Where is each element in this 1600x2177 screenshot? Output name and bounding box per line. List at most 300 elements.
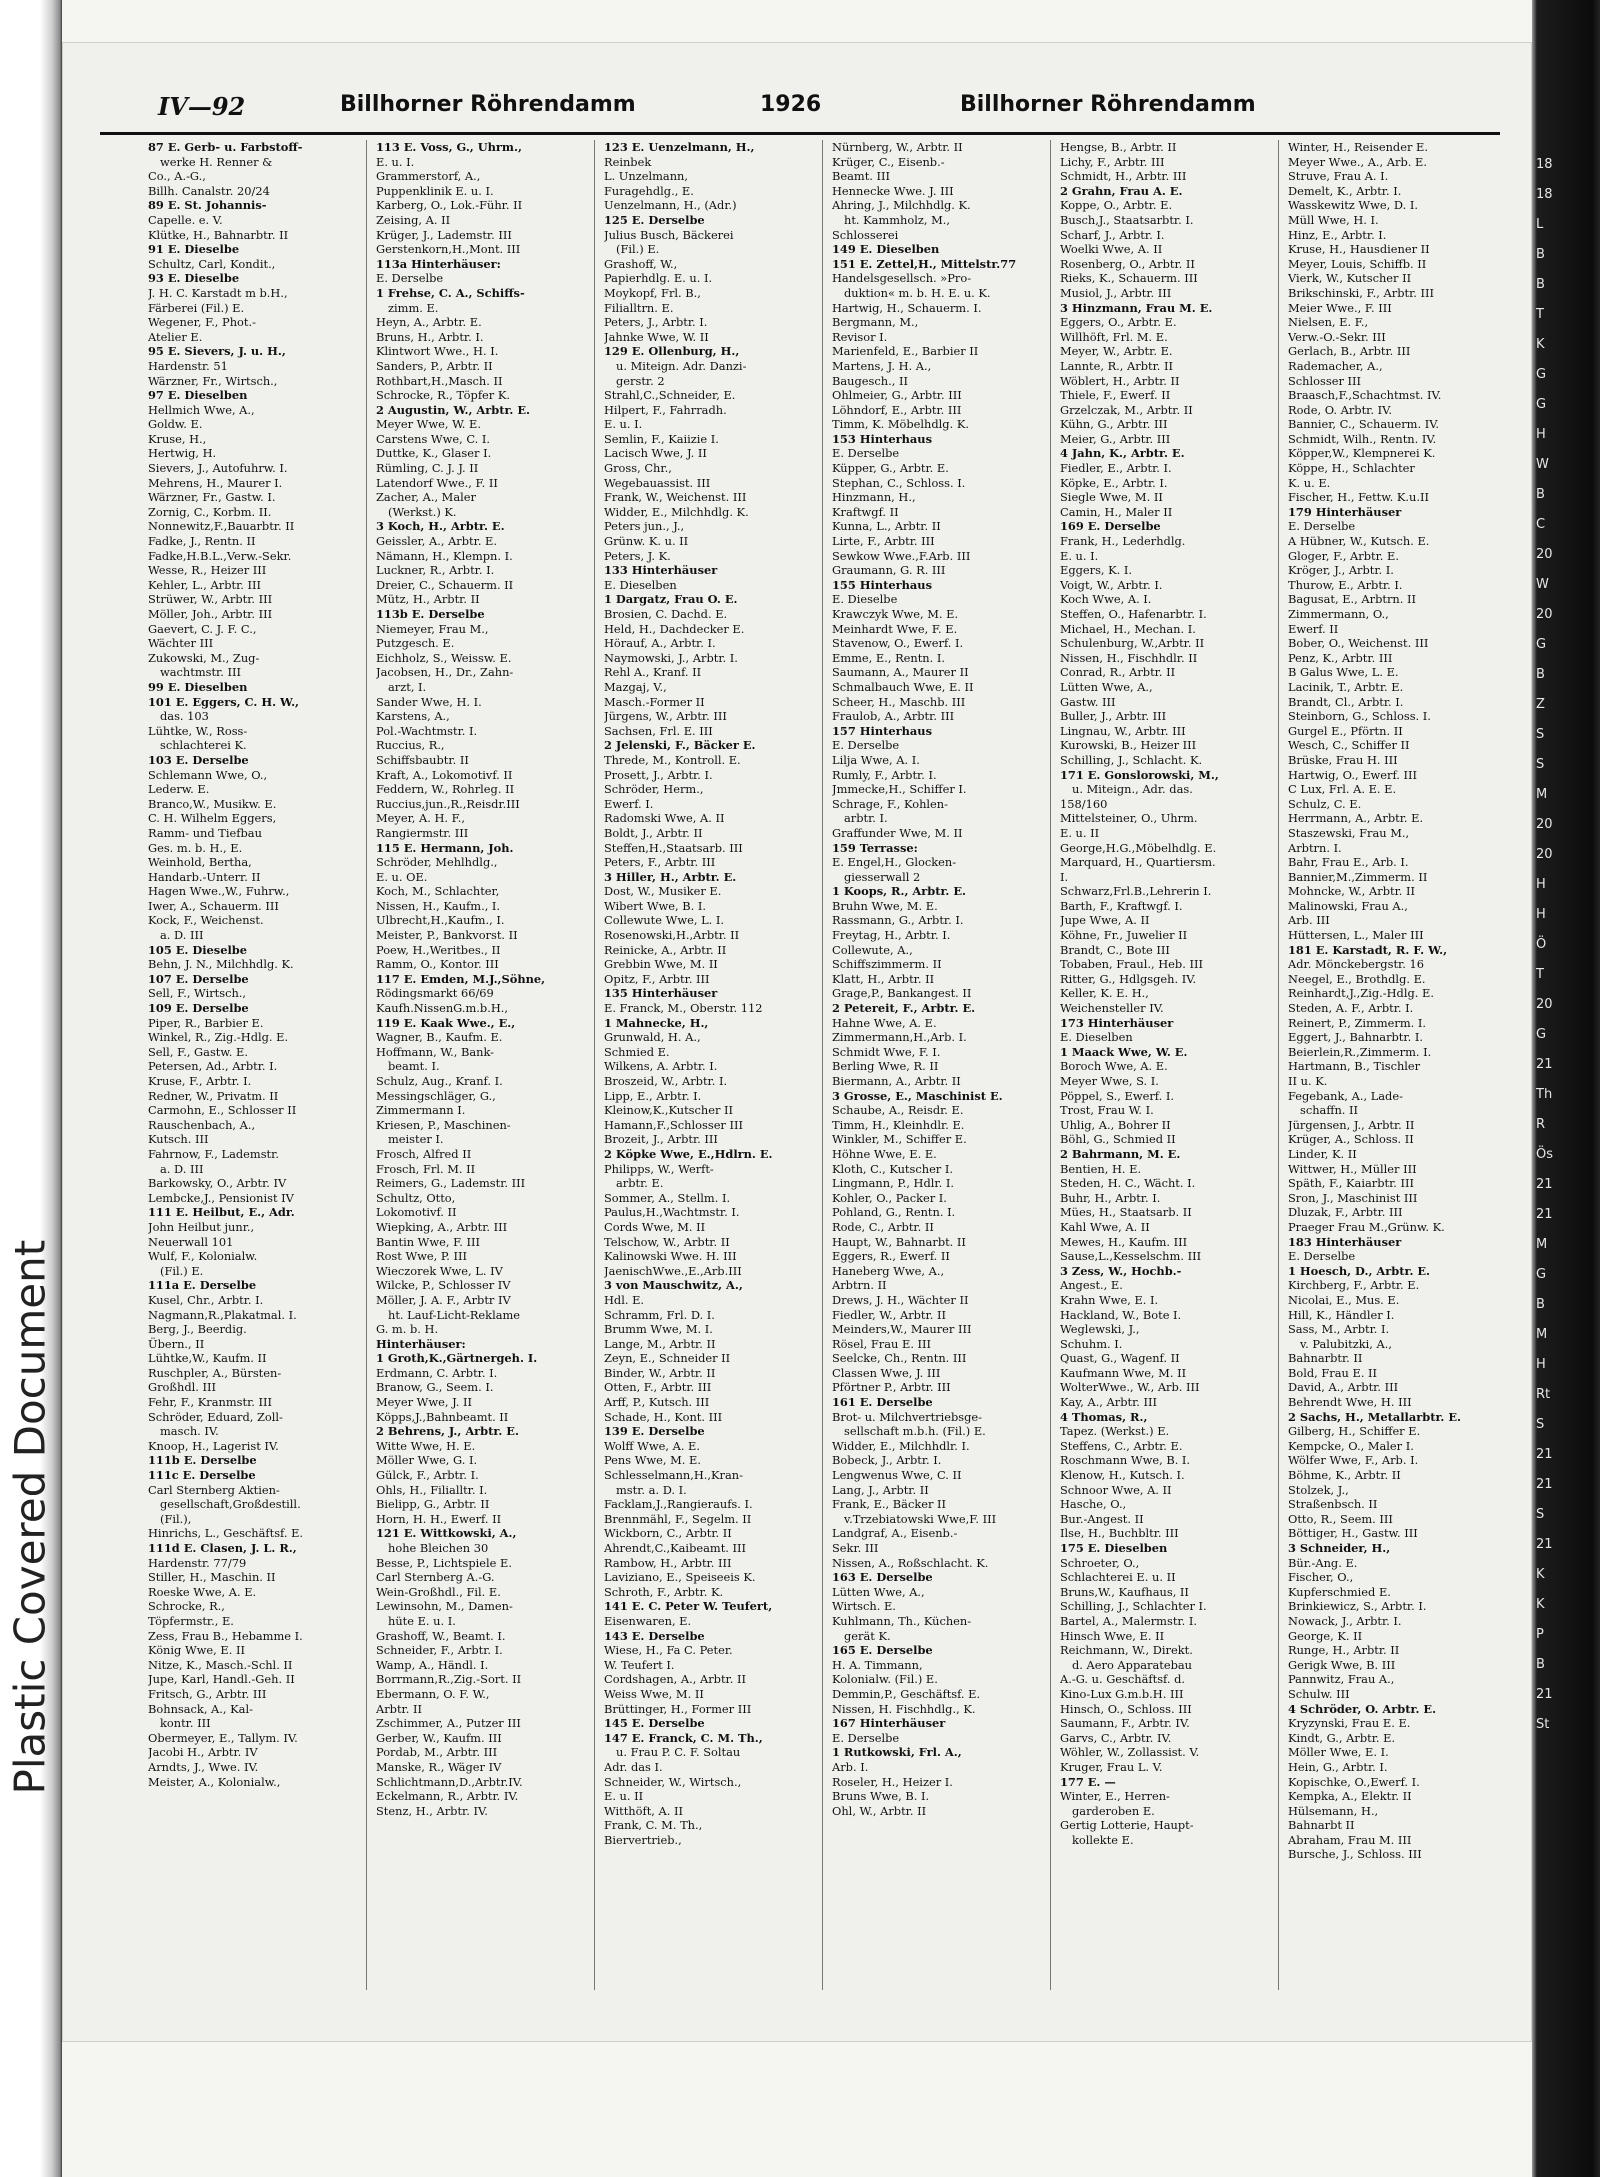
directory-entry-line: Meinhardt Wwe, F. E. xyxy=(832,621,958,636)
directory-entry-line: Kindt, G., Arbtr. E. xyxy=(1288,1730,1396,1745)
directory-entry-line: Wirtsch. E. xyxy=(832,1599,896,1614)
directory-entry-line: Goldw. E. xyxy=(148,417,203,432)
directory-entry-line: Freytag, H., Arbtr. I. xyxy=(832,928,951,943)
directory-entry-line: Mewes, H., Kaufm. III xyxy=(1060,1234,1188,1249)
directory-entry-line: C Lux, Frl. A. E. E. xyxy=(1288,782,1397,797)
directory-entry-line: Willhöft, Frl. M. E. xyxy=(1060,329,1168,344)
directory-entry-line: Uhlig, A., Bohrer II xyxy=(1060,1117,1171,1132)
directory-entry-line: Mües, H., Staatsarb. II xyxy=(1060,1205,1192,1220)
directory-entry-line: Peters, J. K. xyxy=(604,548,671,563)
directory-entry-line: Jupe Wwe, A. II xyxy=(1060,913,1150,928)
directory-entry-line: Hartmann, B., Tischler xyxy=(1288,1059,1421,1074)
directory-entry-line: Hackland, W., Bote I. xyxy=(1060,1307,1182,1322)
directory-entry-line: Hinzmann, H., xyxy=(832,490,916,505)
directory-entry-line: 4 Jahn, K., Arbtr. E. xyxy=(1060,446,1185,461)
directory-entry-line: Fiedler, W., Arbtr. II xyxy=(832,1307,946,1322)
directory-entry-line: 171 E. Gonslorowski, M., xyxy=(1060,767,1219,782)
directory-entry-line: A.-G. u. Geschäftsf. d. xyxy=(1060,1672,1186,1687)
directory-entry-line: Semlin, F., Kaiizie I. xyxy=(604,431,719,446)
directory-entry-line: Marquard, H., Quartiersm. xyxy=(1060,855,1216,870)
directory-entry-line: Hinterhäuser: xyxy=(376,1336,466,1351)
directory-entry-line: duktion« m. b. H. E. u. K. xyxy=(844,285,991,300)
directory-entry-line: E. u. I. xyxy=(376,154,415,169)
directory-entry-line: Garvs, C., Arbtr. IV. xyxy=(1060,1730,1172,1745)
directory-entry-line: Nissen, H. Fischhdlg., K. xyxy=(832,1701,976,1716)
directory-entry-line: Ramm, O., Kontor. III xyxy=(376,957,499,972)
directory-entry-line: Fehr, F., Kranmstr. III xyxy=(148,1395,273,1410)
directory-entry-line: das. 103 xyxy=(160,709,209,724)
directory-entry-line: Kehler, L., Arbtr. III xyxy=(148,577,261,592)
directory-entry-line: E. Derselbe xyxy=(1288,519,1356,534)
directory-entry-line: Peters, J., Arbtr. I. xyxy=(604,315,708,330)
directory-entry-line: Schnoor Wwe, A. II xyxy=(1060,1482,1172,1497)
directory-entry-line: Nämann, H., Klempn. I. xyxy=(376,548,513,563)
directory-entry-line: Lilja Wwe, A. I. xyxy=(832,752,920,767)
directory-entry-line: Ruschpler, A., Bürsten- xyxy=(148,1365,282,1380)
adjacent-page-text: B xyxy=(1536,667,1545,682)
directory-entry-line: 163 E. Derselbe xyxy=(832,1570,933,1585)
directory-entry-line: Bagusat, E., Arbtrn. II xyxy=(1288,592,1416,607)
directory-entry-line: Schulz, Aug., Kranf. I. xyxy=(376,1074,503,1088)
directory-entry-line: Fegebank, A., Lade- xyxy=(1288,1088,1403,1103)
directory-entry-line: Übern., II xyxy=(148,1336,205,1351)
directory-entry-line: Barth, F., Kraftwgf. I. xyxy=(1060,898,1183,913)
street-title-right: Billhorner Röhrendamm xyxy=(960,92,1256,117)
directory-entry-line: Brozeit, J., Arbtr. III xyxy=(604,1132,718,1147)
directory-entry-line: Tapez. (Werkst.) E. xyxy=(1060,1424,1170,1439)
directory-entry-line: hüte E. u. I. xyxy=(388,1613,456,1628)
directory-entry-line: E. u. I. xyxy=(1060,548,1099,563)
directory-entry-line: Kopischke, O.,Ewerf. I. xyxy=(1288,1774,1420,1789)
directory-entry-line: Kutsch. III xyxy=(148,1132,209,1147)
directory-entry-line: Hüttersen, L., Maler III xyxy=(1288,928,1424,943)
directory-entry-line: Quast, G., Wagenf. II xyxy=(1060,1351,1180,1366)
directory-entry-line: 117 E. Emden, M.J.,Söhne, xyxy=(376,971,546,986)
directory-entry-line: Eisenwaren, E. xyxy=(604,1613,692,1628)
directory-entry-line: Schroeter, O., xyxy=(1060,1555,1140,1570)
directory-entry-line: Carmohn, E., Schlosser II xyxy=(148,1103,297,1118)
directory-entry-line: 159 Terrasse: xyxy=(832,840,918,855)
directory-entry-line: zimm. E. xyxy=(388,300,439,315)
directory-entry-line: Stiller, H., Maschin. II xyxy=(148,1570,276,1585)
directory-entry-line: 111 E. Heilbut, E., Adr. xyxy=(148,1205,295,1220)
directory-entry-line: Frosch, Frl. M. II xyxy=(376,1161,476,1176)
directory-entry-line: Besse, P., Lichtspiele E. xyxy=(376,1555,512,1570)
directory-entry-line: Bantin Wwe, F. III xyxy=(376,1234,480,1249)
directory-entry-line: Wärzner, Fr., Wirtsch., xyxy=(148,373,278,388)
directory-entry-line: C. H. Wilhelm Eggers, xyxy=(148,811,277,826)
directory-entry-line: Arbtrn. II xyxy=(832,1278,887,1293)
directory-entry-line: Bergmann, M., xyxy=(832,315,919,330)
directory-entry-line: Lannte, R., Arbtr. II xyxy=(1060,358,1173,373)
directory-entry-line: Kühn, G., Arbtr. III xyxy=(1060,417,1168,432)
directory-entry-line: Geissler, A., Arbtr. E. xyxy=(376,534,497,549)
directory-entry-line: K. u. E. xyxy=(1288,475,1331,490)
directory-entry-line: Brinkiewicz, S., Arbtr. I. xyxy=(1288,1599,1427,1614)
directory-entry-line: Rambow, H., Arbtr. III xyxy=(604,1555,732,1570)
directory-entry-line: Meier Wwe., F. III xyxy=(1288,300,1392,315)
adjacent-page-text: S xyxy=(1536,727,1545,742)
directory-entry-line: Kraftwgf. II xyxy=(832,504,899,519)
directory-entry-line: Eggert, J., Bahnarbtr. I. xyxy=(1288,1030,1423,1045)
directory-entry-line: kollekte E. xyxy=(1072,1832,1134,1847)
directory-entry-line: Mohncke, W., Arbtr. II xyxy=(1288,884,1416,899)
adjacent-page-text: S xyxy=(1536,1507,1545,1522)
directory-entry-line: Arff, P., Kutsch. III xyxy=(604,1395,710,1410)
directory-entry-line: Branow, G., Seem. I. xyxy=(376,1380,494,1395)
directory-entry-line: Wölfer Wwe, F., Arb. I. xyxy=(1288,1453,1419,1468)
directory-entry-line: Klintwort Wwe., H. I. xyxy=(376,344,499,359)
directory-entry-line: Bold, Frau E. II xyxy=(1288,1365,1378,1380)
directory-entry-line: Meister, A., Kolonialw., xyxy=(148,1774,281,1789)
directory-entry-line: Köhne, Fr., Juwelier II xyxy=(1060,928,1188,943)
directory-entry-line: Abraham, Frau M. III xyxy=(1288,1832,1412,1847)
directory-entry-line: E. Franck, M., Oberstr. 112 xyxy=(604,1001,763,1016)
directory-entry-line: E. Derselbe xyxy=(832,446,900,461)
directory-entry-line: Herrmann, A., Arbtr. E. xyxy=(1288,811,1424,826)
directory-entry-line: Fiedler, E., Arbtr. I. xyxy=(1060,461,1172,476)
directory-entry-line: Kriesen, P., Maschinen- xyxy=(376,1117,511,1132)
directory-entry-line: 2 Bahrmann, M. E. xyxy=(1060,1146,1181,1161)
adjacent-page-text: 21 xyxy=(1536,1447,1553,1462)
directory-entry-line: Peters, F., Arbtr. III xyxy=(604,855,716,870)
directory-entry-line: 89 E. St. Johannis- xyxy=(148,198,267,213)
directory-entry-line: Klenow, H., Kutsch. I. xyxy=(1060,1468,1185,1483)
directory-entry-line: Timm, H., Kleinhdlr. E. xyxy=(832,1117,965,1132)
directory-entry-line: sellschaft m.b.h. (Fil.) E. xyxy=(844,1424,986,1439)
directory-entry-line: (Fil.) E. xyxy=(160,1263,204,1278)
directory-entry-line: Brumm Wwe, M. I. xyxy=(604,1322,713,1337)
street-title-left: Billhorner Röhrendamm xyxy=(340,92,636,117)
directory-entry-line: 133 Hinterhäuser xyxy=(604,563,718,578)
directory-entry-line: 107 E. Derselbe xyxy=(148,971,249,986)
directory-entry-line: Nonnewitz,F.,Bauarbtr. II xyxy=(148,519,295,534)
directory-entry-line: Bursche, J., Schloss. III xyxy=(1288,1847,1422,1862)
adjacent-page-text: G xyxy=(1536,1027,1547,1042)
directory-entry-line: Emme, E., Rentn. I. xyxy=(832,650,946,665)
directory-entry-line: Otto, R., Seem. III xyxy=(1288,1511,1393,1526)
directory-entry-line: Arndts, J., Wwe. IV. xyxy=(148,1759,259,1774)
directory-entry-line: Kempka, A., Elektr. II xyxy=(1288,1789,1412,1804)
directory-entry-line: Arb. III xyxy=(1288,913,1330,928)
directory-entry-line: Steffen,H.,Staatsarb. III xyxy=(604,840,743,855)
directory-entry-line: Gaevert, C. J. F. C., xyxy=(148,621,257,636)
directory-entry-line: Hinsch Wwe, E. II xyxy=(1060,1628,1165,1643)
directory-entry-line: Straßenbsch. II xyxy=(1288,1497,1378,1512)
directory-entry-line: Ulbrecht,H.,Kaufm., I. xyxy=(376,913,505,928)
directory-entry-line: Puppenklinik E. u. I. xyxy=(376,183,494,198)
directory-entry-line: Luckner, R., Arbtr. I. xyxy=(376,563,495,578)
directory-entry-line: Zschimmer, A., Putzer III xyxy=(376,1716,521,1731)
directory-entry-line: Bielipp, G., Arbtr. II xyxy=(376,1497,490,1512)
directory-entry-line: 3 Schneider, H., xyxy=(1288,1541,1391,1555)
directory-entry-line: Erdmann, C. Arbtr. I. xyxy=(376,1365,498,1380)
directory-entry-line: Nagmann,R.,Plakatmal. I. xyxy=(148,1307,297,1322)
directory-entry-line: Wamp, A., Händl. I. xyxy=(376,1657,489,1672)
directory-entry-line: Lokomotivf. II xyxy=(376,1205,457,1220)
directory-entry-line: Hülsemann, H., xyxy=(1288,1803,1379,1818)
directory-entry-line: 111c E. Derselbe xyxy=(148,1468,256,1483)
directory-entry-line: Dluzak, F., Arbtr. III xyxy=(1288,1205,1403,1220)
directory-entry-line: Wegener, F., Phot.- xyxy=(148,315,256,330)
adjacent-page-text: H xyxy=(1536,877,1546,892)
directory-entry-line: Mazgaj, V., xyxy=(604,679,667,694)
directory-entry-line: Binder, W., Arbtr. II xyxy=(604,1365,716,1380)
directory-entry-line: Möller Wwe, E. I. xyxy=(1288,1745,1389,1760)
directory-entry-line: Brot- u. Milchvertriebsge- xyxy=(832,1409,983,1424)
directory-entry-line: Fritsch, G., Arbtr. III xyxy=(148,1686,267,1701)
directory-entry-line: Schultz, Otto, xyxy=(376,1190,456,1205)
directory-entry-line: Rode, C., Arbtr. II xyxy=(832,1219,934,1234)
directory-entry-line: 1 Mahnecke, H., xyxy=(604,1015,709,1030)
directory-entry-line: 2 Petereit, F., Arbtr. E. xyxy=(832,1001,976,1016)
directory-entry-line: Voigt, W., Arbtr. I. xyxy=(1060,577,1163,592)
directory-entry-line: 173 Hinterhäuser xyxy=(1060,1015,1174,1030)
directory-entry-line: Grage,P., Bankangest. II xyxy=(832,986,972,1001)
directory-entry-line: Möller, Joh., Arbtr. III xyxy=(148,607,273,621)
directory-entry-line: Facklam,J.,Rangieraufs. I. xyxy=(604,1497,753,1512)
directory-entry-line: Schulenburg, W.,Arbtr. II xyxy=(1060,636,1205,651)
directory-entry-line: Strüwer, W., Arbtr. III xyxy=(148,592,273,607)
directory-entry-line: Wärzner, Fr., Gastw. I. xyxy=(148,490,276,505)
adjacent-page-text: B xyxy=(1536,1657,1545,1672)
directory-entry-line: Ohlmeier, G., Arbtr. III xyxy=(832,388,962,403)
directory-entry-line: Zimmermann,H.,Arb. I. xyxy=(832,1030,967,1045)
directory-entry-line: Meyer Wwe, J. II xyxy=(376,1395,473,1410)
directory-entry-line: Koch, M., Schlachter, xyxy=(376,884,500,899)
directory-entry-line: Radomski Wwe, A. II xyxy=(604,811,725,826)
directory-entry-line: Grashoff, W., xyxy=(604,256,678,271)
directory-entry-line: Eckelmann, R., Arbtr. IV. xyxy=(376,1789,519,1804)
directory-entry-line: Mütz, H., Arbtr. II xyxy=(376,592,480,607)
directory-entry-line: Kempcke, O., Maler I. xyxy=(1288,1438,1414,1453)
directory-entry-line: Schröder, Eduard, Zoll- xyxy=(148,1409,283,1424)
directory-entry-line: Schroth, F., Arbtr. K. xyxy=(604,1584,724,1599)
directory-entry-line: Manske, R., Wäger IV xyxy=(376,1759,502,1774)
directory-entry-line: Lewinsohn, M., Damen- xyxy=(376,1599,513,1614)
directory-entry-line: Haneberg Wwe, A., xyxy=(832,1263,945,1278)
directory-entry-line: Vierk, W., Kutscher II xyxy=(1288,271,1412,286)
directory-entry-line: Zimmermann, O., xyxy=(1288,607,1389,621)
directory-entry-line: 149 E. Dieselben xyxy=(832,242,940,257)
directory-entry-line: Wesch, C., Schiffer II xyxy=(1288,738,1410,753)
directory-entry-line: Jürgensen, J., Arbtr. II xyxy=(1288,1117,1415,1132)
directory-entry-line: Nicolai, E., Mus. E. xyxy=(1288,1292,1400,1307)
directory-entry-line: (Werkst.) K. xyxy=(388,504,457,519)
directory-entry-line: Wittwer, H., Müller III xyxy=(1288,1161,1417,1176)
directory-entry-line: L. Unzelmann, xyxy=(604,169,689,184)
directory-entry-line: Weinhold, Bertha, xyxy=(148,855,252,870)
directory-entry-line: 2 Jelenski, F., Bäcker E. xyxy=(604,738,756,753)
directory-entry-line: Lengwenus Wwe, C. II xyxy=(832,1468,962,1483)
directory-entry-line: Rumly, F., Arbtr. I. xyxy=(832,767,937,782)
directory-entry-line: werke H. Renner & xyxy=(160,154,273,169)
directory-entry-line: Rademacher, A., xyxy=(1288,358,1383,373)
adjacent-page-text: Th xyxy=(1536,1087,1553,1102)
directory-entry-line: 101 E. Eggers, C. H. W., xyxy=(148,694,299,709)
directory-entry-line: 99 E. Dieselben xyxy=(148,679,248,694)
directory-entry-line: E. Dieselben xyxy=(604,577,677,592)
directory-entry-line: Meister, P., Bankvorst. II xyxy=(376,928,518,943)
page-number: IV—92 xyxy=(158,92,246,121)
directory-entry-line: Rosenowski,H.,Arbtr. II xyxy=(604,928,740,943)
directory-entry-line: Frosch, Alfred II xyxy=(376,1146,472,1161)
directory-entry-line: Gastw. III xyxy=(1060,694,1116,709)
adjacent-page-text: M xyxy=(1536,787,1548,802)
directory-entry-line: Wolff Wwe, A. E. xyxy=(604,1438,700,1453)
adjacent-page-text: W xyxy=(1536,457,1549,472)
directory-entry-line: JaenischWwe.,E.,Arb.III xyxy=(604,1263,742,1278)
adjacent-page-text: Ös xyxy=(1536,1147,1554,1162)
directory-entry-line: Ewerf. II xyxy=(1288,621,1339,636)
directory-entry-line: garderoben E. xyxy=(1072,1803,1155,1818)
directory-column-4 xyxy=(832,140,1051,1990)
directory-entry-line: Nürnberg, W., Arbtr. II xyxy=(832,140,963,154)
directory-entry-line: Böhl, G., Schmied II xyxy=(1060,1132,1176,1147)
adjacent-page-text: G xyxy=(1536,1267,1547,1282)
directory-entry-line: Roseler, H., Heizer I. xyxy=(832,1774,953,1789)
directory-entry-line: Saumann, F., Arbtr. IV. xyxy=(1060,1716,1190,1731)
directory-entry-line: Wilkens, A. Arbtr. I. xyxy=(604,1059,718,1074)
directory-entry-line: Obermeyer, E., Tallym. IV. xyxy=(148,1730,298,1745)
directory-entry-line: Böhme, K., Arbtr. II xyxy=(1288,1468,1401,1483)
directory-entry-line: Beamt. III xyxy=(832,169,891,184)
directory-entry-line: Handarb.-Unterr. II xyxy=(148,869,261,884)
directory-entry-line: George,H.G.,Möbelhdlg. E. xyxy=(1060,840,1217,855)
directory-entry-line: meister I. xyxy=(388,1132,444,1147)
directory-entry-line: Thiele, F., Ewerf. II xyxy=(1060,388,1171,403)
directory-entry-line: 111d E. Clasen, J. L. R., xyxy=(148,1541,297,1555)
directory-entry-line: Landgraf, A., Eisenb.- xyxy=(832,1526,958,1541)
directory-entry-line: 1 Dargatz, Frau O. E. xyxy=(604,592,738,607)
directory-entry-line: Schlichtmann,D.,Arbtr.IV. xyxy=(376,1774,523,1789)
directory-entry-line: E. Derselbe xyxy=(832,1730,900,1745)
directory-entry-line: Wächter III xyxy=(148,636,214,651)
directory-entry-line: Meinders,W., Maurer III xyxy=(832,1322,972,1337)
directory-entry-line: Grzelczak, M., Arbtr. II xyxy=(1060,402,1193,417)
directory-entry-line: Billh. Canalstr. 20/24 xyxy=(148,183,270,198)
directory-entry-line: G. m. b. H. xyxy=(376,1322,439,1337)
directory-entry-line: Rödingsmarkt 66/69 xyxy=(376,986,494,1001)
directory-entry-line: Prosett, J., Arbtr. I. xyxy=(604,767,713,782)
directory-entry-line: Winkler, M., Schiffer E. xyxy=(832,1132,967,1147)
directory-entry-line: Töpfermstr., E. xyxy=(148,1613,234,1628)
directory-entry-line: Schmidt, Wilh., Rentn. IV. xyxy=(1288,431,1437,446)
directory-entry-line: Neuerwall 101 xyxy=(148,1234,234,1249)
directory-entry-line: Zacher, A., Maler xyxy=(376,490,476,505)
directory-entry-line: wachtmstr. III xyxy=(160,665,241,680)
directory-entry-line: Hamann,F.,Schlosser III xyxy=(604,1117,743,1132)
directory-entry-line: Küpper, G., Arbtr. E. xyxy=(832,461,949,476)
directory-entry-line: Praeger Frau M.,Grünw. K. xyxy=(1288,1219,1445,1234)
directory-entry-line: Laviziano, E., Speiseeis K. xyxy=(604,1570,756,1585)
directory-entry-line: 1 Rutkowski, Frl. A., xyxy=(832,1745,962,1760)
directory-entry-line: Schulw. III xyxy=(1288,1686,1350,1701)
directory-entry-line: schlachterei K. xyxy=(160,738,247,753)
directory-entry-line: arzt, I. xyxy=(388,679,427,694)
adjacent-page-text: K xyxy=(1536,1567,1545,1582)
directory-entry-line: Köpper,W., Klempnerei K. xyxy=(1288,446,1436,461)
directory-entry-line: Busch,J., Staatsarbtr. I. xyxy=(1060,212,1194,227)
directory-entry-line: Carl Sternberg Aktien- xyxy=(148,1482,280,1497)
adjacent-page-text: 21 xyxy=(1536,1537,1553,1552)
directory-entry-line: Krawczyk Wwe, M. E. xyxy=(832,607,959,621)
directory-entry-line: Schwarz,Frl.B.,Lehrerin I. xyxy=(1060,884,1212,899)
directory-entry-line: Krüger, J., Lademstr. III xyxy=(376,227,512,242)
directory-entry-line: Filialltrn. E. xyxy=(604,300,674,315)
directory-entry-line: Frank, E., Bäcker II xyxy=(832,1497,947,1512)
directory-entry-line: 111b E. Derselbe xyxy=(148,1453,257,1468)
directory-entry-line: Hahne Wwe, A. E. xyxy=(832,1015,937,1030)
directory-entry-line: d. Aero Apparatebau xyxy=(1072,1657,1192,1672)
directory-entry-line: 2 Augustin, W., Arbtr. E. xyxy=(376,402,530,417)
directory-entry-line: Paulus,H.,Wachtmstr. I. xyxy=(604,1205,740,1220)
directory-entry-line: Köpke, E., Arbtr. I. xyxy=(1060,475,1168,490)
directory-entry-line: Jürgens, W., Arbtr. III xyxy=(604,709,727,724)
directory-entry-line: Strahl,C.,Schneider, E. xyxy=(604,388,736,403)
directory-entry-line: Borrmann,R.,Zig.-Sort. II xyxy=(376,1672,522,1687)
directory-entry-line: Großhdl. III xyxy=(148,1380,217,1395)
directory-entry-line: Gertig Lotterie, Haupt- xyxy=(1060,1818,1194,1833)
directory-entry-line: 1 Frehse, C. A., Schiffs- xyxy=(376,285,525,300)
adjacent-page-text: Z xyxy=(1536,697,1545,712)
directory-entry-line: Boldt, J., Arbtr. II xyxy=(604,825,703,840)
directory-entry-line: Koch Wwe, A. I. xyxy=(1060,592,1152,607)
directory-entry-line: Zukowski, M., Zug- xyxy=(148,650,260,665)
directory-entry-line: Reichmann, W., Direkt. xyxy=(1060,1643,1193,1658)
directory-entry-line: Reinert, P., Zimmerm. I. xyxy=(1288,1015,1427,1030)
directory-entry-line: 181 E. Karstadt, R. F. W., xyxy=(1288,942,1448,957)
directory-entry-line: 123 E. Uenzelmann, H., xyxy=(604,140,755,154)
directory-entry-line: Gross, Chr., xyxy=(604,461,672,476)
directory-entry-line: Jahnke Wwe, W. II xyxy=(604,329,709,344)
directory-entry-line: Niemeyer, Frau M., xyxy=(376,621,489,636)
directory-entry-line: Kohler, O., Packer I. xyxy=(832,1190,947,1205)
directory-entry-line: Koppe, O., Arbtr. E. xyxy=(1060,198,1173,213)
directory-entry-line: a. D. III xyxy=(160,928,204,943)
directory-entry-line: Malinowski, Frau A., xyxy=(1288,898,1408,913)
directory-entry-line: 1 Maack Wwe, W. E. xyxy=(1060,1044,1188,1059)
directory-entry-line: Roschmann Wwe, B. I. xyxy=(1060,1453,1191,1468)
directory-entry-line: Branco,W., Musikw. E. xyxy=(148,796,277,811)
directory-entry-line: 175 E. Dieselben xyxy=(1060,1541,1168,1555)
directory-entry-line: Färberei (Fil.) E. xyxy=(148,300,245,315)
directory-year: 1926 xyxy=(760,92,822,117)
directory-entry-line: Zimmermann I. xyxy=(376,1103,466,1118)
directory-entry-line: Böttiger, H., Gastw. III xyxy=(1288,1526,1418,1541)
directory-entry-line: (Fil.) E. xyxy=(616,242,660,257)
directory-entry-line: Schiffszimmerm. II xyxy=(832,957,942,972)
directory-entry-line: Schade, H., Kont. III xyxy=(604,1409,723,1424)
directory-entry-line: Witte Wwe, H. E. xyxy=(376,1438,476,1453)
directory-entry-line: Opitz, F., Arbtr. III xyxy=(604,971,710,986)
directory-entry-line: Horn, H. H., Ewerf. II xyxy=(376,1511,502,1526)
directory-entry-line: Lingmann, P., Hdlr. I. xyxy=(832,1176,954,1191)
directory-entry-line: Zeising, A. II xyxy=(376,212,451,227)
directory-entry-line: Sekr. III xyxy=(832,1541,879,1555)
directory-entry-line: 105 E. Dieselbe xyxy=(148,942,248,957)
directory-column-5 xyxy=(1060,140,1279,1990)
directory-entry-line: Schramm, Frl. D. I. xyxy=(604,1307,715,1322)
directory-entry-line: Löhndorf, E., Arbtr. III xyxy=(832,402,962,417)
adjacent-page-text: 20 xyxy=(1536,547,1553,562)
directory-entry-line: Conrad, R., Arbtr. II xyxy=(1060,665,1176,680)
directory-entry-line: Zess, Frau B., Hebamme I. xyxy=(148,1628,303,1643)
directory-entry-line: Hill, K., Händler I. xyxy=(1288,1307,1395,1322)
directory-entry-line: Bartel, A., Malermstr. I. xyxy=(1060,1613,1197,1628)
adjacent-page-text: S xyxy=(1536,1417,1545,1432)
directory-entry-line: Timm, K. Möbelhdlg. K. xyxy=(832,417,969,432)
